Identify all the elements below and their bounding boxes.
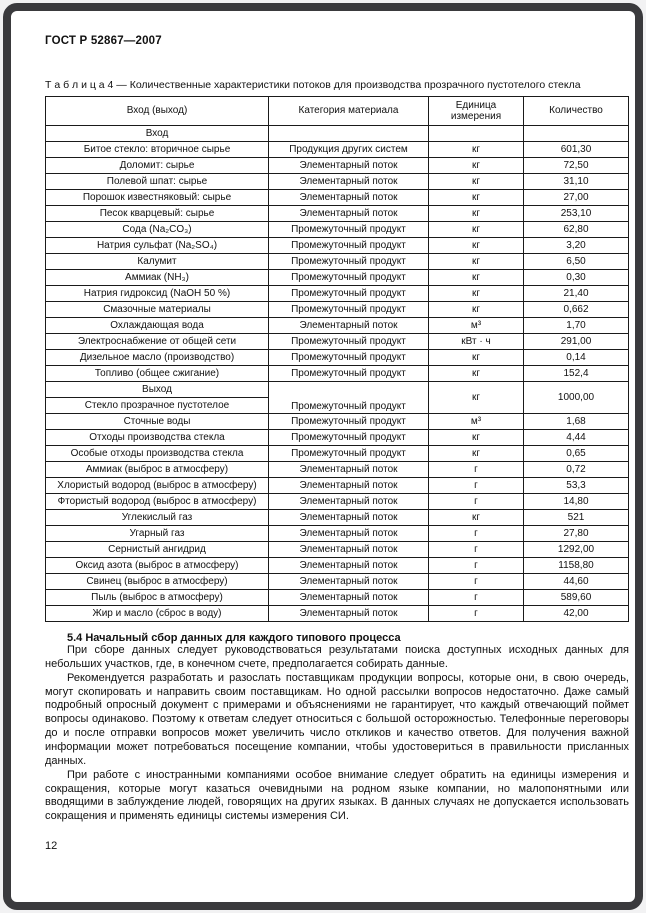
table-cell: Элементарный поток <box>269 510 429 526</box>
table-row <box>46 190 629 206</box>
table-cell: Натрия сульфат (Na₂SO₄) <box>46 238 269 254</box>
paragraph: При работе с иностранными компаниями особое внимание следует обратить на единицы измерения и сокращения, которые могут казаться очевидными на родном языке компании, но малопонятными или вводящими в заблуждение людей, говорящих на других языках. В данных случаях не допускается использовать сокращения и применять единицы системы измерения СИ. <box>45 768 629 823</box>
table-row <box>46 430 629 446</box>
table-cell: 1158,80 <box>524 558 629 574</box>
table-cell: Углекислый газ <box>46 510 269 526</box>
table-cell: Стекло прозрачное пустотелое <box>46 398 269 414</box>
table-cell: 27,00 <box>524 190 629 206</box>
table-cell: Пыль (выброс в атмосферу) <box>46 590 269 606</box>
table-cell: кг <box>429 254 524 270</box>
page-number: 12 <box>45 840 58 853</box>
table-cell: Смазочные материалы <box>46 302 269 318</box>
table-cell: Элементарный поток <box>269 206 429 222</box>
table-cell: 521 <box>524 510 629 526</box>
table-cell: Элементарный поток <box>269 478 429 494</box>
table-cell: Полевой шпат: сырье <box>46 174 269 190</box>
table-cell: Элементарный поток <box>269 190 429 206</box>
table-cell: 1,68 <box>524 414 629 430</box>
table-cell: Фтористый водород (выброс в атмосферу) <box>46 494 269 510</box>
table-cell <box>524 126 629 142</box>
table-cell: 253,10 <box>524 206 629 222</box>
table-cell: кг <box>429 286 524 302</box>
column-header-input-output: Вход (выход) <box>46 97 269 126</box>
table-cell: Вход <box>46 126 269 142</box>
table-cell: кВт · ч <box>429 334 524 350</box>
table-cell: кг <box>429 174 524 190</box>
table-cell: Элементарный поток <box>269 558 429 574</box>
table-row <box>46 606 629 622</box>
table-cell: 3,20 <box>524 238 629 254</box>
table-row <box>46 174 629 190</box>
table-cell: кг <box>429 158 524 174</box>
table-cell: Элементарный поток <box>269 494 429 510</box>
table-cell: 42,00 <box>524 606 629 622</box>
table-row <box>46 446 629 462</box>
column-header-quantity: Количество <box>524 97 629 126</box>
table-cell: м³ <box>429 318 524 334</box>
table-cell: Песок кварцевый: сырье <box>46 206 269 222</box>
table-row <box>46 286 629 302</box>
table-cell: 0,65 <box>524 446 629 462</box>
table-cell: Промежуточный продукт <box>269 382 429 414</box>
table-row <box>46 478 629 494</box>
table-cell: Промежуточный продукт <box>269 350 429 366</box>
table-cell: кг <box>429 366 524 382</box>
table-cell: Промежуточный продукт <box>269 334 429 350</box>
table-cell: 31,10 <box>524 174 629 190</box>
table-section-row <box>46 126 629 142</box>
table-cell: 589,60 <box>524 590 629 606</box>
table-cell: г <box>429 590 524 606</box>
table-cell: Выход <box>46 382 269 398</box>
table-row <box>46 270 629 286</box>
table-row <box>46 334 629 350</box>
table-row <box>46 510 629 526</box>
body-paragraphs <box>45 644 629 824</box>
table-cell: кг <box>429 446 524 462</box>
table-cell: Элементарный поток <box>269 526 429 542</box>
table-cell: Промежуточный продукт <box>269 286 429 302</box>
table-cell: Электроснабжение от общей сети <box>46 334 269 350</box>
table-cell: кг <box>429 350 524 366</box>
table-cell: Доломит: сырье <box>46 158 269 174</box>
table-cell: г <box>429 462 524 478</box>
table-cell: Промежуточный продукт <box>269 222 429 238</box>
table-cell: 6,50 <box>524 254 629 270</box>
table-cell: Охлаждающая вода <box>46 318 269 334</box>
column-header-category: Категория материала <box>269 97 429 126</box>
paragraph: Рекомендуется разработать и разослать поставщикам продукции вопросы, которые они, в свою очередь, могут скопировать и направить своим поставщикам. Но одной рассылки вопросов недостаточно. Даже самый подробный опросный документ с примерами и объяснениями не гарантирует, что каждый отвечающий поймет вопросы одинаково. Поэтому к ответам следует относиться с большой осторожностью. Телефонные переговоры до и после отправки вопросов может увеличить число откликов и качество ответов. Для получения важной информации может потребоваться посещение компании, чтобы удостовериться в правильности присланных данных. <box>45 671 629 767</box>
table-cell: 291,00 <box>524 334 629 350</box>
table-header-row <box>46 97 629 126</box>
table-cell: Промежуточный продукт <box>269 446 429 462</box>
table-row <box>46 350 629 366</box>
table-cell: Элементарный поток <box>269 574 429 590</box>
table-cell: Промежуточный продукт <box>269 430 429 446</box>
table-cell: кг <box>429 206 524 222</box>
table-row <box>46 206 629 222</box>
table-row <box>46 574 629 590</box>
table-cell: Сода (Na₂CO₃) <box>46 222 269 238</box>
table-cell: Свинец (выброс в атмосферу) <box>46 574 269 590</box>
table-cell: Элементарный поток <box>269 158 429 174</box>
table-cell: 152,4 <box>524 366 629 382</box>
table-cell: Особые отходы производства стекла <box>46 446 269 462</box>
table-cell: г <box>429 478 524 494</box>
table-cell: Отходы производства стекла <box>46 430 269 446</box>
table-cell: Жир и масло (сброс в воду) <box>46 606 269 622</box>
table-cell: 4,44 <box>524 430 629 446</box>
table-row <box>46 526 629 542</box>
table-row <box>46 222 629 238</box>
table-cell: Аммиак (выброс в атмосферу) <box>46 462 269 478</box>
table-cell: 0,14 <box>524 350 629 366</box>
table-cell <box>269 126 429 142</box>
table-cell: Аммиак (NH₃) <box>46 270 269 286</box>
section-heading: 5.4 Начальный сбор данных для каждого типового процесса <box>67 632 401 644</box>
table-row <box>46 366 629 382</box>
table-cell: Промежуточный продукт <box>269 366 429 382</box>
table-row <box>46 302 629 318</box>
table-cell: Элементарный поток <box>269 318 429 334</box>
table-cell: кг <box>429 270 524 286</box>
table-cell: 601,30 <box>524 142 629 158</box>
table-cell: г <box>429 526 524 542</box>
table-cell: Элементарный поток <box>269 542 429 558</box>
table-cell: Промежуточный продукт <box>269 414 429 430</box>
table-cell: Промежуточный продукт <box>269 254 429 270</box>
table-cell: Угарный газ <box>46 526 269 542</box>
table-cell: Промежуточный продукт <box>269 270 429 286</box>
table-row <box>46 238 629 254</box>
table-cell: г <box>429 542 524 558</box>
table-cell: г <box>429 558 524 574</box>
table-cell: Сернистый ангидрид <box>46 542 269 558</box>
table-cell: 21,40 <box>524 286 629 302</box>
table-cell: 44,60 <box>524 574 629 590</box>
column-header-unit: Единица измерения <box>429 97 524 126</box>
table-cell: Сточные воды <box>46 414 269 430</box>
table-cell: 27,80 <box>524 526 629 542</box>
table-cell: г <box>429 606 524 622</box>
table-cell: кг <box>429 302 524 318</box>
table-cell: 53,3 <box>524 478 629 494</box>
table-cell: Калумит <box>46 254 269 270</box>
table-cell: 1292,00 <box>524 542 629 558</box>
table-row <box>46 142 629 158</box>
table-cell <box>429 126 524 142</box>
table-cell: 0,72 <box>524 462 629 478</box>
table-cell: Элементарный поток <box>269 174 429 190</box>
table-cell: кг <box>429 222 524 238</box>
table-cell: Элементарный поток <box>269 606 429 622</box>
table-cell: кг <box>429 430 524 446</box>
table-cell: 14,80 <box>524 494 629 510</box>
table-row <box>46 414 629 430</box>
table-row <box>46 254 629 270</box>
table-cell: Элементарный поток <box>269 590 429 606</box>
table-cell: Битое стекло: вторичное сырье <box>46 142 269 158</box>
table-cell: 1000,00 <box>524 382 629 414</box>
table-cell: Порошок известняковый: сырье <box>46 190 269 206</box>
table-cell: кг <box>429 190 524 206</box>
table-row <box>46 542 629 558</box>
table-cell: Оксид азота (выброс в атмосферу) <box>46 558 269 574</box>
table-row <box>46 494 629 510</box>
table-section-row <box>46 382 629 398</box>
table-cell: м³ <box>429 414 524 430</box>
table-row <box>46 590 629 606</box>
table-cell: Промежуточный продукт <box>269 302 429 318</box>
document-page <box>3 3 643 910</box>
table-cell: 72,50 <box>524 158 629 174</box>
table-row <box>46 318 629 334</box>
table-cell: Промежуточный продукт <box>269 238 429 254</box>
table-cell: кг <box>429 510 524 526</box>
table-caption: Т а б л и ц а 4 — Количественные характеристики потоков для производства прозрачного пустотелого стекла <box>45 79 581 91</box>
flows-table <box>45 96 629 622</box>
table-cell: Продукция других систем <box>269 142 429 158</box>
table-cell: кг <box>429 238 524 254</box>
paragraph: При сборе данных следует руководствоваться результатами поиска доступных исходных данных для небольших участков, где, в конечном счете, предполагается собирать данные. <box>45 644 629 670</box>
table-cell: г <box>429 494 524 510</box>
table-cell: Хлористый водород (выброс в атмосферу) <box>46 478 269 494</box>
standard-designation: ГОСТ Р 52867—2007 <box>45 35 162 47</box>
table-cell: Топливо (общее сжигание) <box>46 366 269 382</box>
table-cell: Натрия гидроксид (NaOH 50 %) <box>46 286 269 302</box>
table-row <box>46 462 629 478</box>
table-cell: Элементарный поток <box>269 462 429 478</box>
table-row <box>46 158 629 174</box>
table-cell: 62,80 <box>524 222 629 238</box>
table-cell: Дизельное масло (производство) <box>46 350 269 366</box>
table-cell: кг <box>429 142 524 158</box>
table-cell: 0,662 <box>524 302 629 318</box>
table-cell: кг <box>429 382 524 414</box>
flows-table-body <box>46 126 629 622</box>
table-cell: 1,70 <box>524 318 629 334</box>
table-cell: 0,30 <box>524 270 629 286</box>
table-row <box>46 558 629 574</box>
table-cell: г <box>429 574 524 590</box>
